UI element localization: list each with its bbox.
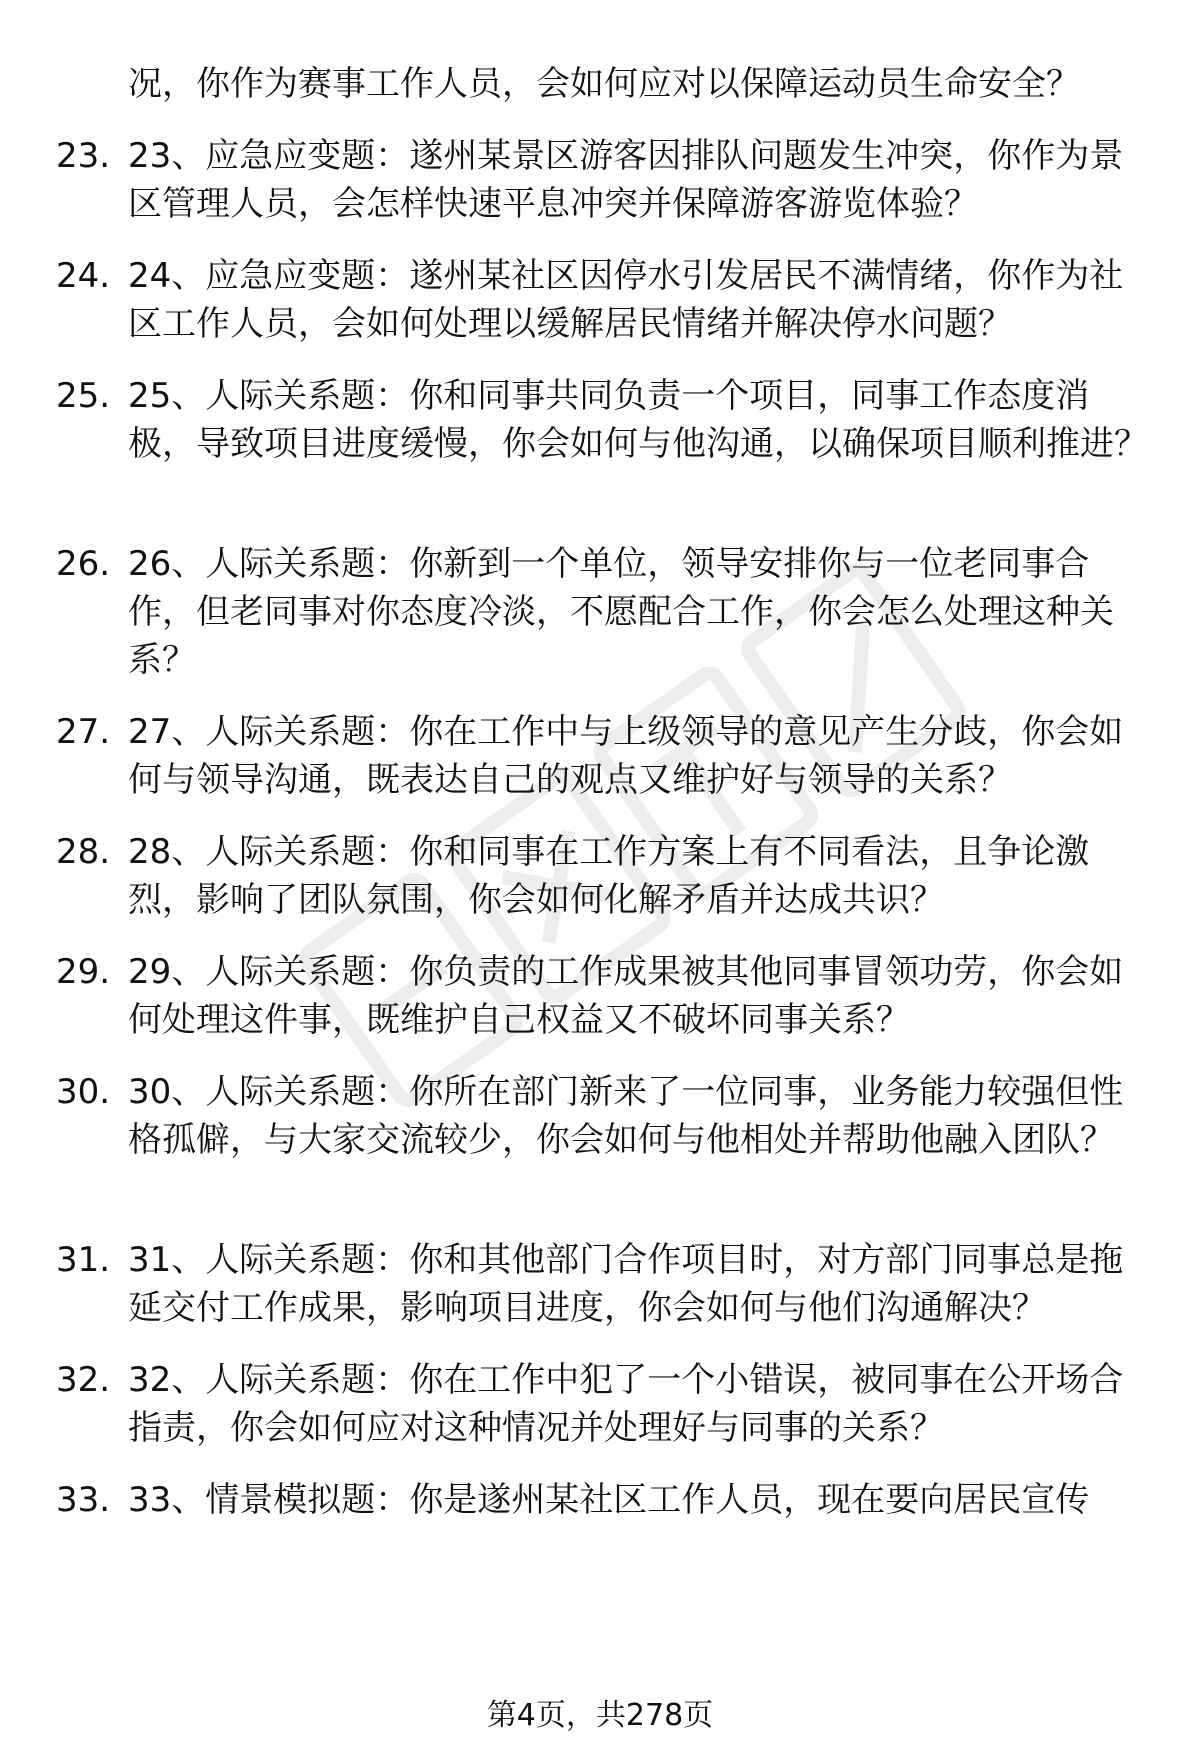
list-item-text: 25、人际关系题：你和同事共同负责一个项目，同事工作态度消极，导致项目进度缓慢，你会如何与他沟通，以确保项目顺利推进？: [128, 376, 1148, 464]
list-item-text: 32、人际关系题：你在工作中犯了一个小错误，被同事在公开场合指责，你会如何应对这种情况并处理好与同事的关系？: [128, 1360, 1124, 1448]
list-item-number: 33.: [56, 1480, 111, 1520]
list-item-number: 28.: [56, 832, 111, 872]
list-item-text: 33、情景模拟题：你是遂州某社区工作人员，现在要向居民宣传: [128, 1480, 1090, 1520]
list-item-text: 28、人际关系题：你和同事在工作方案上有不同看法，且争论激烈，影响了团队氛围，你会如何化解矛盾并达成共识？: [128, 832, 1090, 920]
continuation-line: 况，你作为赛事工作人员，会如何应对以保障运动员生命安全？: [128, 64, 1080, 104]
list-item-number: 31.: [56, 1240, 111, 1280]
list-item-text: 24、应急应变题：遂州某社区因停水引发居民不满情绪，你作为社区工作人员，会如何处理以缓解居民情绪并解决停水问题？: [128, 256, 1124, 344]
list-item-text: 31、人际关系题：你和其他部门合作项目时，对方部门同事总是拖延交付工作成果，影响项目进度，你会如何与他们沟通解决？: [128, 1240, 1124, 1328]
list-item-text: 27、人际关系题：你在工作中与上级领导的意见产生分歧，你会如何与领导沟通，既表达自己的观点又维护好与领导的关系？: [128, 712, 1124, 800]
list-item-text: 23、应急应变题：遂州某景区游客因排队问题发生冲突，你作为景区管理人员，会怎样快速平息冲突并保障游客游览体验？: [128, 136, 1124, 224]
list-item-number: 24.: [56, 256, 111, 296]
list-item-text: 30、人际关系题：你所在部门新来了一位同事，业务能力较强但性格孤僻，与大家交流较少，你会如何与他相处并帮助他融入团队？: [128, 1072, 1124, 1160]
page-footer: 第4页，共278页: [486, 1698, 714, 1733]
list-item-number: 32.: [56, 1360, 111, 1400]
list-item-number: 27.: [56, 712, 111, 752]
list-item-number: 30.: [56, 1072, 111, 1112]
list-item-number: 23.: [56, 136, 111, 176]
list-item-text: 29、人际关系题：你负责的工作成果被其他同事冒领功劳，你会如何处理这件事，既维护自己权益又不破坏同事关系？: [128, 952, 1124, 1040]
list-item-number: 26.: [56, 544, 111, 584]
list-item-number: 25.: [56, 376, 111, 416]
list-item-text: 26、人际关系题：你新到一个单位，领导安排你与一位老同事合作，但老同事对你态度冷淡，不愿配合工作，你会怎么处理这种关系？: [128, 544, 1114, 680]
list-item-number: 29.: [56, 952, 111, 992]
